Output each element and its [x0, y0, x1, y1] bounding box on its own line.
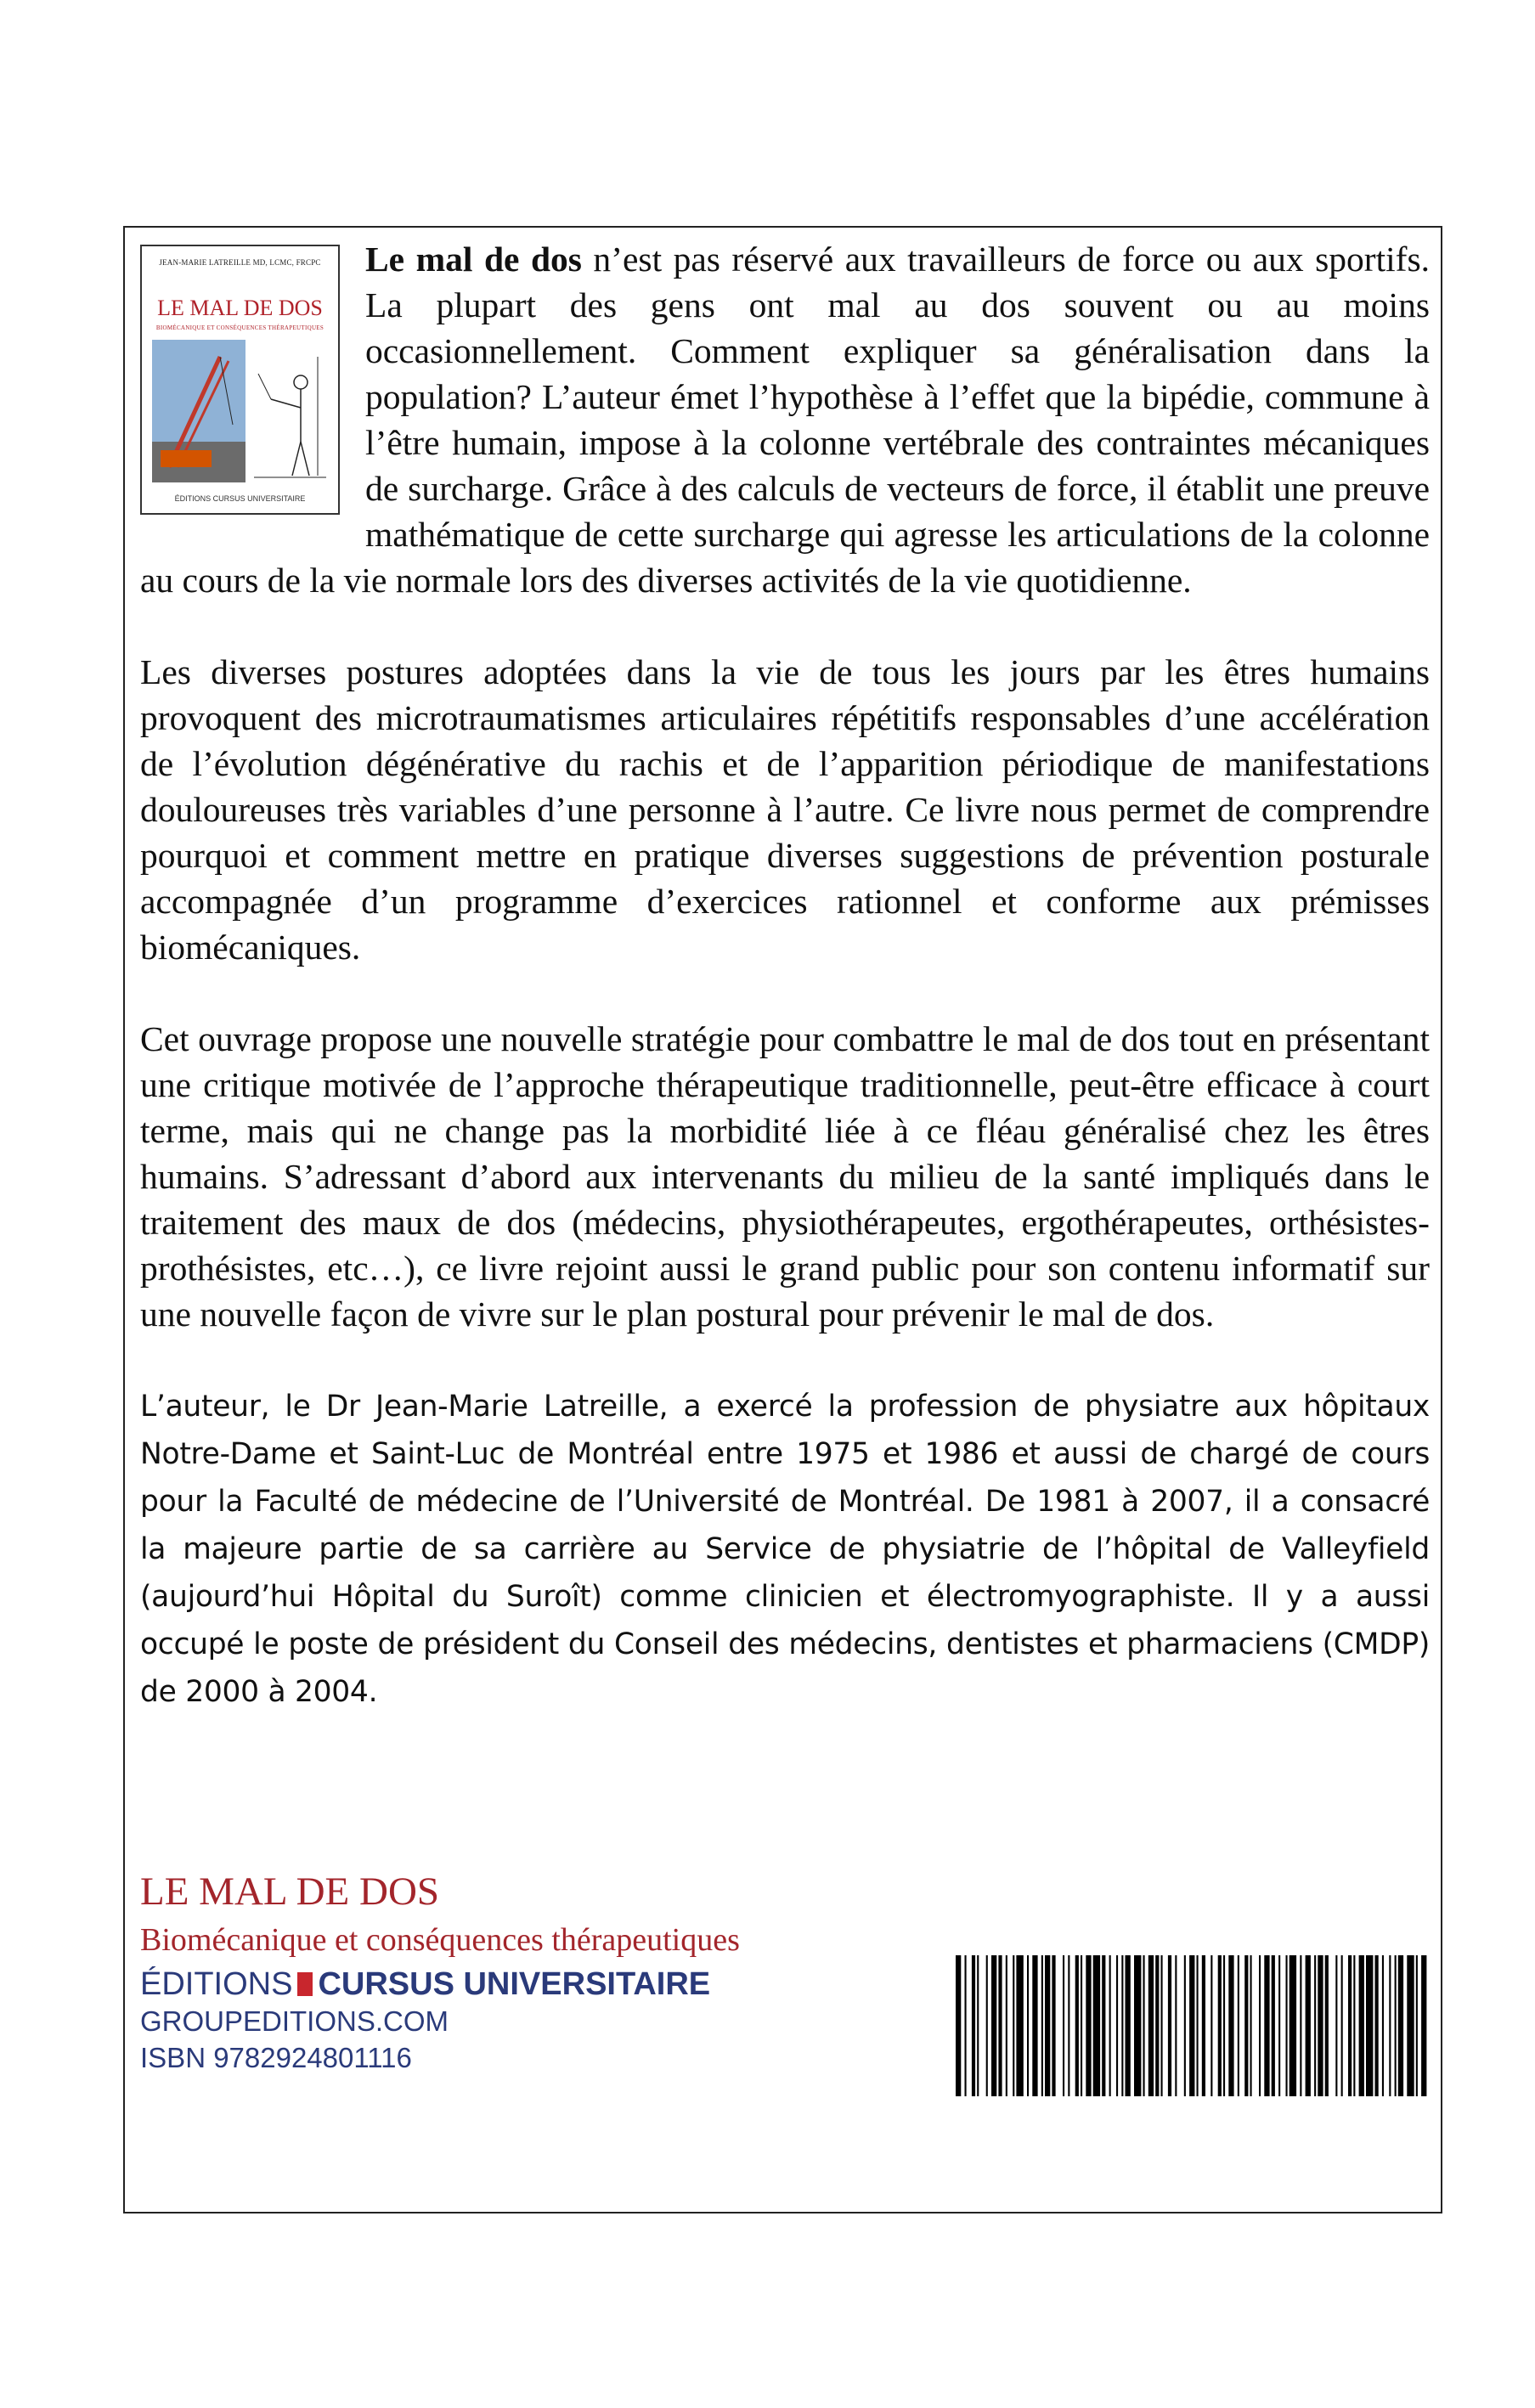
barcode-bar [986, 1955, 988, 2096]
barcode-bar [1116, 1955, 1118, 2096]
barcode-bar [1375, 1955, 1379, 2096]
barcode-bar [1184, 1955, 1186, 2096]
barcode-bar [1143, 1955, 1145, 2096]
barcode-bar [1109, 1955, 1111, 2096]
barcode-bar [1278, 1955, 1280, 2096]
barcode-bar [1016, 1955, 1023, 2096]
barcode-bar [1348, 1955, 1352, 2096]
barcode-bar [1407, 1955, 1414, 2096]
barcode-bar [1041, 1955, 1043, 2096]
barcode-bar [1366, 1955, 1373, 2096]
barcode-bar [1421, 1955, 1426, 2096]
barcode-bar [1272, 1955, 1275, 2096]
barcode-bar [1353, 1955, 1355, 2096]
barcode-bar [1286, 1955, 1288, 2096]
barcode-bar [1032, 1955, 1037, 2096]
publisher-square-icon [297, 1972, 313, 1996]
barcode-bar [1148, 1955, 1154, 2096]
barcode-bar [1318, 1955, 1323, 2096]
barcode-bar [998, 1955, 1002, 2096]
publisher-logo [140, 1966, 710, 2003]
barcode [956, 1955, 1427, 2096]
barcode-bar [1155, 1955, 1159, 2096]
barcode-bar [1335, 1955, 1337, 2096]
intro-lead: Le mal de dos [365, 240, 582, 279]
barcode-bar [1045, 1955, 1050, 2096]
paragraph-strategy: Cet ouvrage propose une nouvelle stratégie pour combattre le mal de dos tout en présentant une critique motivée de l’approche thérapeutique traditionnelle, peut-être efficace à court terme, mais qui ne change pas la morbidité liée à ce fléau généralisé chez les êtres humains. S’adressant d’abord aux intervenants du milieu de la santé impliqués dans le traitement des maux de dos (médecins, physiothérapeutes, ergothérapeutes, orthésistes-prothésistes, etc…), ce livre rejoint aussi le grand public pour son contenu informatif sur une nouvelle façon de vivre sur le plan postural pour prévenir le mal de dos. [140, 1019, 1430, 1334]
barcode-bar [1202, 1955, 1205, 2096]
barcode-bar [1389, 1955, 1391, 2096]
book-cover-thumbnail [140, 245, 340, 515]
barcode-bar [1168, 1955, 1171, 2096]
intro-text: n’est pas réservé aux travailleurs de force ou aux sportifs. La plupart des gens ont mal au dos souvent ou au moins occasionnellement. Comment expliquer sa généralisation dans la population? L’auteur émet l’hypothèse à l’effet que la bipédie, commune à l’être humain, impose à la colonne vertébrale des contraintes mécaniques de surcharge. Grâce à des calculs de vecteurs de force, il établit une preuve mathématique de cette surcharge qui agresse les articulations de la colonne au cours de la vie normale lors des diverses activités de la vie quotidienne. [140, 240, 1430, 600]
barcode-bar [1081, 1955, 1082, 2096]
thumbnail-subtitle: BIOMÉCANIQUE ET CONSÉQUENCES THÉRAPEUTIQUES [155, 324, 324, 331]
barcode-bar [1238, 1955, 1239, 2096]
barcode-bar [1416, 1955, 1418, 2096]
back-cover-text [140, 236, 1430, 1716]
paragraph-postures: Les diverses postures adoptées dans la vie de tous les jours par les êtres humains provoquent des microtraumatismes articulaires répétitifs responsables d’une accélération de l’évolution dégénérative du rachis et de l’apparition périodique de manifestations douloureuses très variables d’une personne à l’autre. Ce livre nous permet de comprendre pourquoi et comment mettre en pratique diverses suggestions de prévention posturale accompagnée d’un programme d’exercices rationnel et conforme aux prémisses biomécaniques. [140, 652, 1430, 967]
barcode-bar [1121, 1955, 1123, 2096]
barcode-bar [1126, 1955, 1131, 2096]
thumbnail-author: JEAN-MARIE LATREILLE MD, LCMC, FRCPC [159, 258, 321, 267]
barcode-bar [1395, 1955, 1397, 2096]
barcode-bar [1102, 1955, 1105, 2096]
book-title: LE MAL DE DOS [140, 1869, 440, 1914]
barcode-bar [1290, 1955, 1296, 2096]
barcode-bar [1068, 1955, 1069, 2096]
barcode-bar [965, 1955, 967, 2096]
barcode-bar [1175, 1955, 1177, 2096]
barcode-bar [1197, 1955, 1199, 2096]
barcode-bar [1325, 1955, 1329, 2096]
barcode-bar [1075, 1955, 1079, 2096]
publisher-website: GROUPEDITIONS.COM [140, 2005, 449, 2037]
publisher-prefix: ÉDITIONS [140, 1966, 293, 2002]
barcode-bar [1382, 1955, 1384, 2096]
crane-illustration [152, 340, 329, 482]
barcode-bar [1223, 1955, 1225, 2096]
barcode-bar [1341, 1955, 1343, 2096]
isbn-number: ISBN 9782924801116 [140, 2042, 412, 2073]
barcode-bar [1013, 1955, 1014, 2096]
author-bio: L’auteur, le Dr Jean-Marie Latreille, a exercé la profession de physiatre aux hôpitaux Notre-Dame et Saint-Luc de Montréal entre 1975 et 1986 et aussi de chargé de cours pour la Faculté de médecine de l’Université de Montréal. De 1981 à 2007, il a consacré la majeure partie de sa carrière au Service de physiatrie de l’hôpital de Valleyfield (aujourd’hui Hôpital du Suroît) comme clinicien et électromyographiste. Il y a aussi occupé le poste de président du Conseil des médecins, dentistes et pharmaciens (CMDP) de 2000 à 2004. [140, 1390, 1430, 1709]
barcode-bar [1006, 1955, 1007, 2096]
barcode-bar [1063, 1955, 1064, 2096]
book-subtitle: Biomécanique et conséquences thérapeutiques [140, 1922, 740, 1958]
barcode-bar [1228, 1955, 1233, 2096]
barcode-bar [1250, 1955, 1252, 2096]
barcode-bar [1244, 1955, 1248, 2096]
barcode-bar [1259, 1955, 1261, 2096]
barcode-bar [977, 1955, 979, 2096]
barcode-bar [1093, 1955, 1100, 2096]
publisher-name: CURSUS UNIVERSITAIRE [318, 1966, 711, 2002]
barcode-bar [1314, 1955, 1316, 2096]
barcode-bar [1398, 1955, 1403, 2096]
barcode-bar [1211, 1955, 1212, 2096]
barcode-bar [991, 1955, 996, 2096]
barcode-bar [1189, 1955, 1194, 2096]
barcode-bar [1161, 1955, 1163, 2096]
barcode-bar [1134, 1955, 1141, 2096]
barcode-bar [1027, 1955, 1029, 2096]
thumbnail-publisher: ÉDITIONS CURSUS UNIVERSITAIRE [174, 494, 306, 503]
barcode-bar [1086, 1955, 1091, 2096]
thumbnail-title: LE MAL DE DOS [157, 296, 323, 320]
barcode-bar [1264, 1955, 1269, 2096]
barcode-bar [972, 1955, 975, 2096]
barcode-bar [1300, 1955, 1301, 2096]
barcode-bar [1306, 1955, 1311, 2096]
barcode-bar [956, 1955, 961, 2096]
barcode-bar [1218, 1955, 1222, 2096]
barcode-bar [1359, 1955, 1364, 2096]
barcode-bar [1052, 1955, 1055, 2096]
